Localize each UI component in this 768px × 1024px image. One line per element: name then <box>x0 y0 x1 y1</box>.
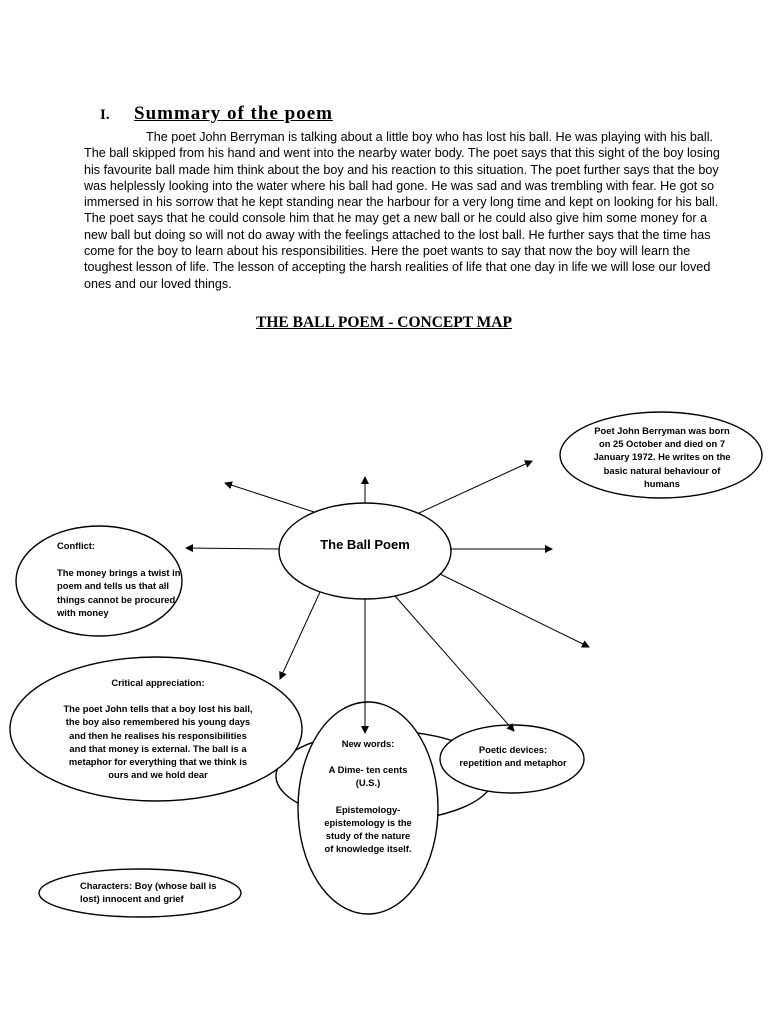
summary-paragraph: The poet John Berryman is talking about a little boy who has lost his ball. He was playing with his ball. The ball skipped from his hand and went into the nearby water body. The poet says that this sight of the boy losing his favourite ball made him think about the boy and his reaction to this situation. The poet further says that the boy was helplessly looking into the water where his ball had gone. He was sad and was trembling with fear. He got so immersed in his sorrow that he kept standing near the harbour for a very long time and kept on looking for his ball. The poet says that he could console him that he may get a new ball or he could also give him some money for a new ball but doing so will not do away with the feelings attached to the lost ball. He further says that the time has come for the boy to learn about his responsibilities. Here the poet wants to say that now the boy will learn the toughest lesson of life. The lesson of accepting the harsh realities of life that one day in life we will lose our loved ones and our loved things. <box>84 130 720 291</box>
arrow-down-right-2 <box>395 596 514 731</box>
conflict-node <box>57 539 185 618</box>
poetic-label: Poetic devices: <box>478 744 548 755</box>
poet-node <box>588 424 736 489</box>
concept-map-title: THE BALL POEM - CONCEPT MAP <box>256 314 512 331</box>
poetic-devices-node <box>448 743 578 773</box>
characters-node <box>80 879 230 907</box>
critical-label: Critical appreciation: <box>111 677 205 688</box>
arrow-down-left <box>280 592 320 679</box>
arrow-up-right <box>419 461 532 513</box>
new-words-label: New words: <box>341 738 395 749</box>
critical-node <box>60 676 256 781</box>
arrow-left <box>186 548 279 549</box>
poet-text: Poet John Berryman was born on 25 October and died on 7 January 1972. He writes on the basic natural behaviour of humans <box>593 425 731 489</box>
critical-text: The poet John tells that a boy lost his ball, the boy also remembered his young days and then he realises his responsibilities and that money is external. The ball is a metaphor for everything that we think is ours and we hold dear <box>63 703 253 781</box>
new-words-item-2: Epistemology- epistemology is the study of the nature of knowledge itself. <box>324 803 412 855</box>
arrow-down-right <box>440 574 589 647</box>
center-node-label: The Ball Poem <box>320 537 410 552</box>
conflict-text: The money brings a twist in poem and tells us that all things cannot be procured with money <box>57 567 181 618</box>
characters-text: Characters: Boy (whose ball is lost) innocent and grief <box>80 880 217 905</box>
section-numeral: I. <box>100 107 110 123</box>
section-title: Summary of the poem <box>134 103 333 124</box>
conflict-label: Conflict: <box>57 540 96 551</box>
new-words-node <box>322 737 414 873</box>
poetic-text: repetition and metaphor <box>459 757 567 769</box>
arrow-up-left <box>225 483 314 512</box>
new-words-item-1: A Dime- ten cents (U.S.) <box>328 764 408 789</box>
